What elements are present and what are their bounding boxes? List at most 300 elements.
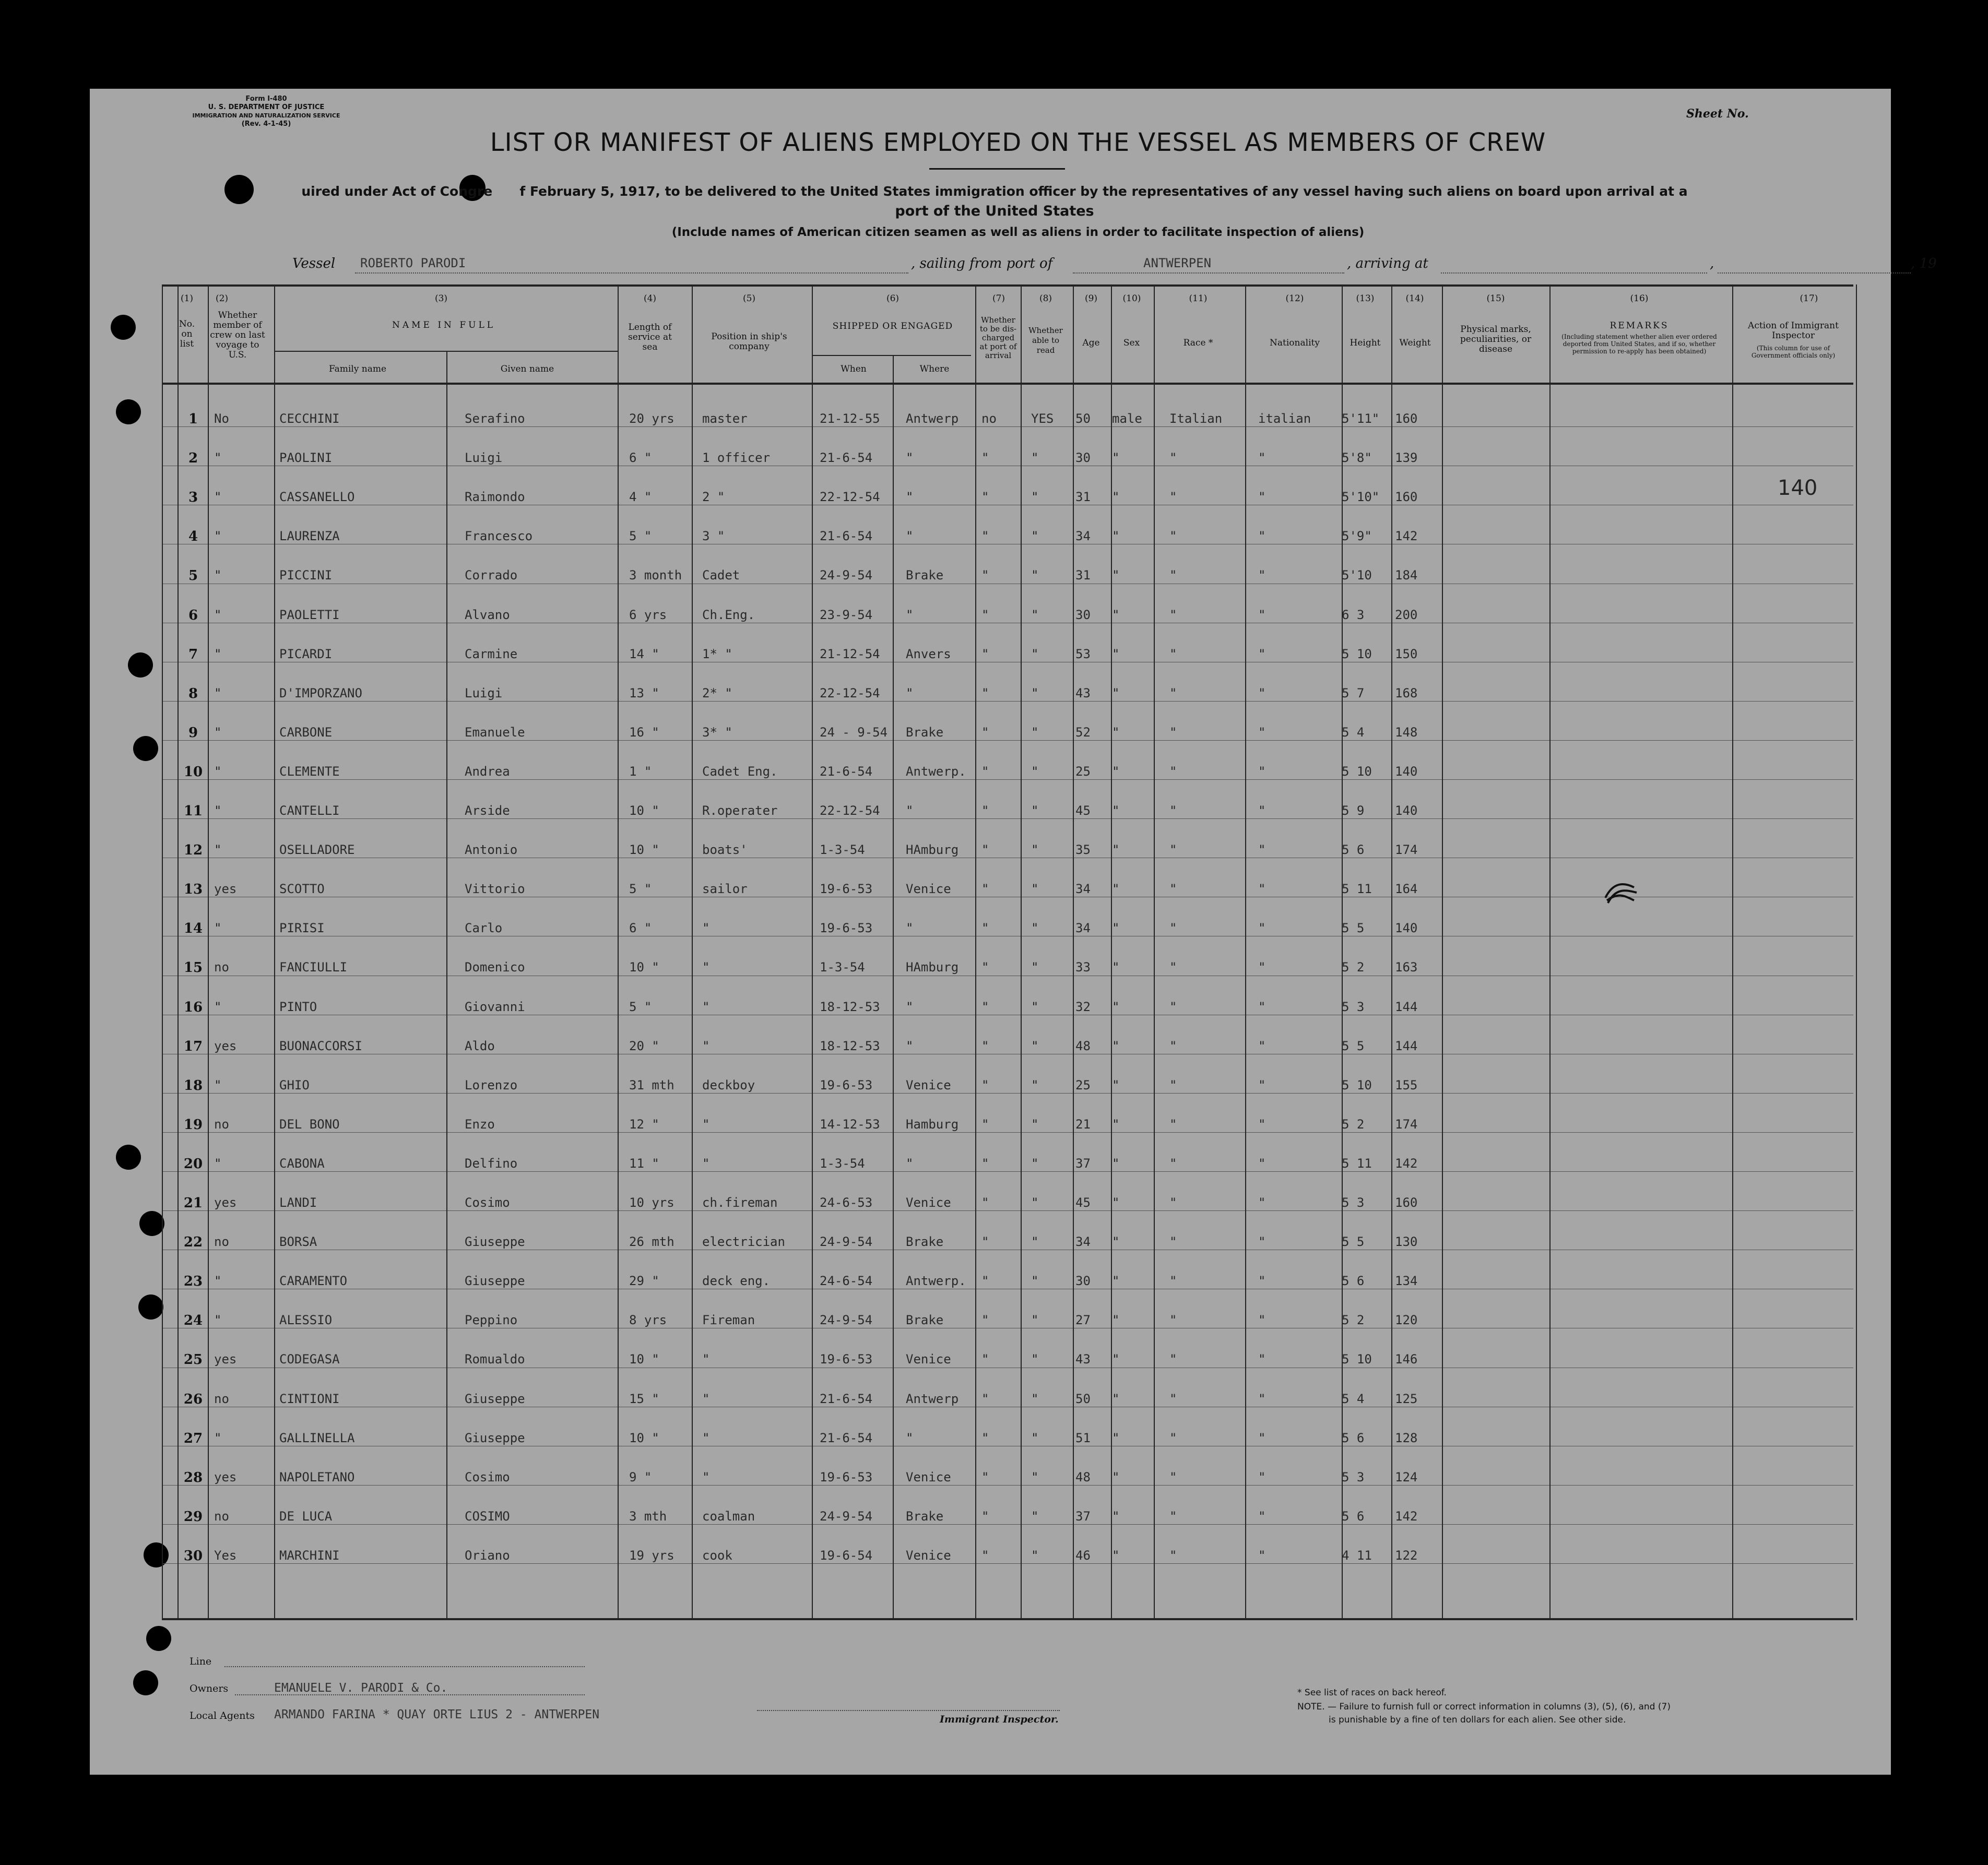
cell-nat: " <box>1258 1077 1266 1092</box>
cell-race: " <box>1169 490 1177 505</box>
cell-read: " <box>1031 450 1039 466</box>
cell-position: master <box>702 411 748 426</box>
cell-age: 45 <box>1075 803 1091 818</box>
cell-weight: 160 <box>1395 411 1418 426</box>
cell-race: " <box>1169 1469 1177 1484</box>
cell-read: " <box>1031 1430 1039 1445</box>
cell-when: 21-6-54 <box>820 764 873 779</box>
cell-no: 24 <box>183 1313 203 1329</box>
cell-sex: " <box>1112 803 1120 818</box>
cell-position: " <box>702 1156 710 1171</box>
row-rule <box>162 1563 1853 1564</box>
cell-where: Antwerp. <box>906 1274 966 1289</box>
cell-race: " <box>1169 646 1177 661</box>
cell-read: " <box>1031 1548 1039 1563</box>
cell-disch: " <box>981 529 989 544</box>
departure-port: ANTWERPEN <box>1143 256 1212 270</box>
cell-disch: " <box>981 1195 989 1210</box>
header-able-to-read: Whether able to read <box>1028 326 1063 355</box>
row-rule <box>162 1210 1853 1211</box>
cell-no: 10 <box>183 764 203 780</box>
header-remarks: REMARKS <box>1610 320 1669 331</box>
cell-prev: no <box>214 960 229 975</box>
cell-service: 8 yrs <box>629 1313 667 1328</box>
header-position: Position in ship's company <box>711 331 787 352</box>
cell-position: " <box>702 1430 710 1445</box>
cell-nat: " <box>1258 1116 1266 1132</box>
cell-weight: 184 <box>1395 568 1418 583</box>
cell-disch: " <box>981 764 989 779</box>
cell-weight: 140 <box>1395 764 1418 779</box>
column-rule <box>812 284 813 1620</box>
cell-position: Fireman <box>702 1313 755 1328</box>
column-rule <box>618 284 619 1620</box>
cell-age: 35 <box>1075 842 1091 858</box>
cell-where: Brake <box>906 1234 944 1250</box>
cell-weight: 150 <box>1395 646 1418 661</box>
cell-when: 24-9-54 <box>820 1508 873 1524</box>
cell-disch: " <box>981 1116 989 1132</box>
table-bottom-border <box>162 1618 1853 1620</box>
cell-given: Antonio <box>465 842 518 858</box>
col-num-10: (10) <box>1122 293 1141 304</box>
cell-service: 10 " <box>629 960 659 975</box>
cell-sex: male <box>1112 411 1142 426</box>
cell-service: 13 " <box>629 685 659 700</box>
cell-read: " <box>1031 568 1039 583</box>
cell-age: 51 <box>1075 1430 1091 1445</box>
cell-when: 21-12-54 <box>820 646 880 661</box>
cell-read: " <box>1031 1038 1039 1053</box>
cell-age: 31 <box>1075 490 1091 505</box>
cell-prev: " <box>214 921 222 936</box>
cell-given: Serafino <box>465 411 525 426</box>
cell-disch: " <box>981 999 989 1014</box>
cell-where: Brake <box>906 1313 944 1328</box>
column-rule <box>692 284 693 1620</box>
cell-where: " <box>906 607 914 622</box>
cell-when: 24-9-54 <box>820 1313 873 1328</box>
cell-prev: " <box>214 1274 222 1289</box>
races-note: * See list of races on back hereof. <box>1297 1688 1447 1698</box>
cell-no: 6 <box>188 607 198 623</box>
cell-given: Luigi <box>465 685 503 700</box>
cell-disch: " <box>981 1274 989 1289</box>
cell-sex: " <box>1112 960 1120 975</box>
form-number: Form I-480 <box>245 95 287 103</box>
cell-when: 22-12-54 <box>820 490 880 505</box>
vessel-line <box>292 256 1937 277</box>
cell-where: Antwerp <box>906 1391 959 1406</box>
cell-height: 5 3 <box>1342 1469 1365 1484</box>
cell-when: 21-6-54 <box>820 450 873 466</box>
cell-given: Alvano <box>465 607 510 622</box>
row-rule <box>162 701 1853 702</box>
cell-position: " <box>702 1391 710 1406</box>
cell-sex: " <box>1112 1313 1120 1328</box>
cell-disch: " <box>981 1469 989 1484</box>
cell-family: PIRISI <box>279 921 325 936</box>
cell-family: ALESSIO <box>279 1313 333 1328</box>
page-title: LIST OR MANIFEST OF ALIENS EMPLOYED ON THE VESSEL AS MEMBERS OF CREW <box>490 128 1546 157</box>
cell-family: CLEMENTE <box>279 764 340 779</box>
cell-height: 5'10" <box>1342 490 1380 505</box>
cell-sex: " <box>1112 607 1120 622</box>
owners-label: Owners <box>190 1683 229 1694</box>
year-label: , 19 <box>1911 256 1937 271</box>
cell-height: 5 4 <box>1342 1391 1365 1406</box>
header-discharged: Whether to be dis-charged at port of arrival <box>979 315 1017 360</box>
cell-race: " <box>1169 1391 1177 1406</box>
cell-family: PAOLETTI <box>279 607 340 622</box>
col-num-3: (3) <box>434 293 448 304</box>
cell-prev: no <box>214 1391 229 1406</box>
column-rule <box>274 284 275 1620</box>
cell-where: " <box>906 529 914 544</box>
cell-where: Brake <box>906 724 944 740</box>
cell-where: Venice <box>906 1548 951 1563</box>
cell-race: " <box>1169 724 1177 740</box>
cell-family: CABONA <box>279 1156 325 1171</box>
cell-given: Delfino <box>465 1156 518 1171</box>
cell-service: 10 " <box>629 842 659 858</box>
row-rule <box>162 779 1853 780</box>
cell-service: 3 mth <box>629 1508 667 1524</box>
cell-read: " <box>1031 1391 1039 1406</box>
cell-sex: " <box>1112 999 1120 1014</box>
cell-when: 19-6-53 <box>820 1077 873 1092</box>
header-where: Where <box>919 364 950 374</box>
column-rule <box>1073 284 1074 1620</box>
col-num-15: (15) <box>1486 293 1505 304</box>
cell-position: " <box>702 999 710 1014</box>
col-num-9: (9) <box>1084 293 1098 304</box>
cell-age: 50 <box>1075 411 1091 426</box>
punch-hole <box>111 315 136 340</box>
cell-disch: " <box>981 1508 989 1524</box>
cell-no: 12 <box>183 842 203 859</box>
cell-no: 7 <box>188 646 198 662</box>
cell-disch: " <box>981 646 989 661</box>
cell-no: 3 <box>188 490 198 506</box>
header-bottom-border <box>162 383 1853 385</box>
cell-prev: " <box>214 842 222 858</box>
cell-read: " <box>1031 882 1039 897</box>
col-num-6: (6) <box>886 293 900 304</box>
cell-height: 5 10 <box>1342 646 1372 661</box>
cell-nat: " <box>1258 1274 1266 1289</box>
cell-sex: " <box>1112 1195 1120 1210</box>
cell-height: 5 6 <box>1342 1430 1365 1445</box>
cell-given: Vittorio <box>465 882 525 897</box>
owners-dots <box>235 1694 585 1695</box>
cell-race: " <box>1169 529 1177 544</box>
cell-service: 5 " <box>629 999 652 1014</box>
cell-weight: 163 <box>1395 960 1418 975</box>
cell-given: Arside <box>465 803 510 818</box>
cell-where: " <box>906 803 914 818</box>
cell-position: deck eng. <box>702 1274 771 1289</box>
cell-given: Lorenzo <box>465 1077 518 1092</box>
cell-nat: " <box>1258 529 1266 544</box>
vessel-label: Vessel <box>292 256 336 271</box>
cell-family: LANDI <box>279 1195 317 1210</box>
cell-where: Venice <box>906 882 951 897</box>
punch-hole <box>146 1626 171 1651</box>
cell-where: Brake <box>906 1508 944 1524</box>
cell-age: 34 <box>1075 529 1091 544</box>
header-inspector-note: (This column for use of Government officials only) <box>1751 345 1836 359</box>
cell-disch: no <box>981 411 997 426</box>
cell-when: 24-6-54 <box>820 1274 873 1289</box>
cell-service: 3 month <box>629 568 682 583</box>
cell-height: 5 6 <box>1342 842 1365 858</box>
ink-scribble <box>1603 877 1639 908</box>
cell-where: Antwerp <box>906 411 959 426</box>
cell-service: 14 " <box>629 646 659 661</box>
row-rule <box>162 740 1853 741</box>
cell-position: " <box>702 1352 710 1367</box>
cell-height: 5 2 <box>1342 1116 1365 1132</box>
cell-family: BORSA <box>279 1234 317 1250</box>
cell-weight: 164 <box>1395 882 1418 897</box>
cell-family: GHIO <box>279 1077 310 1092</box>
cell-prev: " <box>214 1313 222 1328</box>
cell-when: 21-6-54 <box>820 1391 873 1406</box>
cell-given: Enzo <box>465 1116 495 1132</box>
cell-height: 6 3 <box>1342 607 1365 622</box>
cell-family: PINTO <box>279 999 317 1014</box>
header-name-in-full: NAME IN FULL <box>392 320 496 330</box>
cell-race: " <box>1169 764 1177 779</box>
cell-age: 34 <box>1075 1234 1091 1250</box>
cell-family: NAPOLETANO <box>279 1469 355 1484</box>
cell-sex: " <box>1112 1352 1120 1367</box>
cell-position: ch.fireman <box>702 1195 778 1210</box>
cell-when: 24-9-54 <box>820 1234 873 1250</box>
cell-when: 18-12-53 <box>820 1038 880 1053</box>
cell-nat: " <box>1258 1156 1266 1171</box>
cell-no: 16 <box>183 999 203 1015</box>
cell-no: 15 <box>183 960 203 976</box>
cell-disch: " <box>981 450 989 466</box>
owners-value: EMANUELE V. PARODI & Co. <box>274 1681 448 1695</box>
cell-service: 11 " <box>629 1156 659 1171</box>
cell-nat: " <box>1258 1313 1266 1328</box>
cell-nat: " <box>1258 1234 1266 1250</box>
header-length-of-service: Length of service at sea <box>628 322 672 352</box>
header-inspector-action: Action of Immigrant Inspector <box>1748 320 1839 341</box>
punch-hole <box>116 1145 141 1170</box>
cell-read: " <box>1031 1195 1039 1210</box>
column-rule <box>178 284 179 1620</box>
cell-age: 50 <box>1075 1391 1091 1406</box>
cell-weight: 160 <box>1395 490 1418 505</box>
cell-nat: " <box>1258 999 1266 1014</box>
cell-service: 1 " <box>629 764 652 779</box>
cell-family: GALLINELLA <box>279 1430 355 1445</box>
cell-no: 21 <box>183 1195 203 1211</box>
cell-prev: " <box>214 490 222 505</box>
arriving-label: , arriving at <box>1347 256 1428 271</box>
cell-prev: no <box>214 1116 229 1132</box>
cell-family: PICARDI <box>279 646 333 661</box>
cell-service: 31 mth <box>629 1077 674 1092</box>
cell-height: 5 2 <box>1342 1313 1365 1328</box>
header-remarks-note: (Including statement whether alien ever ordered deported from United States, and if so, whether permission to re-apply has been obtained) <box>1561 333 1717 355</box>
cell-race: " <box>1169 1077 1177 1092</box>
cell-sex: " <box>1112 1116 1120 1132</box>
department: U. S. DEPARTMENT OF JUSTICE <box>208 103 325 111</box>
cell-read: " <box>1031 999 1039 1014</box>
cell-age: 34 <box>1075 921 1091 936</box>
cell-disch: " <box>981 490 989 505</box>
punch-hole <box>139 1211 164 1236</box>
cell-where: " <box>906 1156 914 1171</box>
cell-no: 8 <box>188 685 198 702</box>
cell-where: Brake <box>906 568 944 583</box>
cell-prev: yes <box>214 882 237 897</box>
cell-prev: Yes <box>214 1548 237 1563</box>
cell-service: 6 yrs <box>629 607 667 622</box>
cell-position: " <box>702 1038 710 1053</box>
cell-where: Anvers <box>906 646 951 661</box>
cell-given: Francesco <box>465 529 533 544</box>
cell-when: 1-3-54 <box>820 1156 865 1171</box>
cell-sex: " <box>1112 764 1120 779</box>
cell-family: D'IMPORZANO <box>279 685 362 700</box>
cell-disch: " <box>981 1352 989 1367</box>
cell-sex: " <box>1112 1234 1120 1250</box>
cell-service: 6 " <box>629 450 652 466</box>
cell-where: " <box>906 450 914 466</box>
cell-no: 28 <box>183 1469 203 1486</box>
cell-no: 2 <box>188 450 198 467</box>
column-rule <box>1021 284 1022 1620</box>
cell-where: Venice <box>906 1195 951 1210</box>
column-rule <box>1391 284 1392 1620</box>
cell-race: " <box>1169 842 1177 858</box>
cell-age: 25 <box>1075 1077 1091 1092</box>
cell-read: " <box>1031 607 1039 622</box>
cell-race: " <box>1169 1116 1177 1132</box>
cell-family: CINTIONI <box>279 1391 340 1406</box>
cell-read: " <box>1031 764 1039 779</box>
cell-race: " <box>1169 568 1177 583</box>
cell-height: 5 6 <box>1342 1508 1365 1524</box>
cell-given: COSIMO <box>465 1508 510 1524</box>
cell-height: 5 5 <box>1342 1234 1365 1250</box>
cell-height: 5'9" <box>1342 529 1372 544</box>
cell-family: CECCHINI <box>279 411 340 426</box>
cell-position: Cadet <box>702 568 740 583</box>
cell-read: " <box>1031 1352 1039 1367</box>
cell-family: FANCIULLI <box>279 960 348 975</box>
cell-sex: " <box>1112 1038 1120 1053</box>
cell-disch: " <box>981 1234 989 1250</box>
cell-given: Raimondo <box>465 490 525 505</box>
table-top-border <box>162 284 1853 287</box>
cell-prev: " <box>214 764 222 779</box>
header-race: Race * <box>1183 338 1213 348</box>
cell-sex: " <box>1112 1391 1120 1406</box>
cell-weight: 142 <box>1395 529 1418 544</box>
cell-given: Romualdo <box>465 1352 525 1367</box>
col-num-14: (14) <box>1405 293 1424 304</box>
cell-where: HAmburg <box>906 842 959 858</box>
row-rule <box>162 1171 1853 1172</box>
cell-read: " <box>1031 842 1039 858</box>
cell-service: 15 " <box>629 1391 659 1406</box>
column-rule <box>1856 284 1857 1620</box>
inspector-signature-line <box>757 1710 1060 1711</box>
cell-sex: " <box>1112 450 1120 466</box>
cell-where: " <box>906 999 914 1014</box>
cell-no: 27 <box>183 1430 203 1446</box>
penalty-note-line-1: NOTE. — Failure to furnish full or correct information in columns (3), (5), (6), and (7) <box>1297 1702 1671 1712</box>
row-rule <box>162 1524 1853 1525</box>
cell-where: " <box>906 685 914 700</box>
cell-read: " <box>1031 1274 1039 1289</box>
cell-read: " <box>1031 529 1039 544</box>
cell-when: 19-6-54 <box>820 1548 873 1563</box>
cell-prev: " <box>214 450 222 466</box>
sheet-number-label: Sheet No. <box>1686 107 1749 121</box>
cell-age: 34 <box>1075 882 1091 897</box>
header-weight: Weight <box>1399 338 1431 348</box>
cell-family: SCOTTO <box>279 882 325 897</box>
cell-position: boats' <box>702 842 748 858</box>
cell-sex: " <box>1112 921 1120 936</box>
cell-disch: " <box>981 1391 989 1406</box>
cell-nat: " <box>1258 490 1266 505</box>
subtitle <box>230 182 1759 221</box>
cell-family: CANTELLI <box>279 803 340 818</box>
cell-no: 20 <box>183 1156 203 1172</box>
subtitle-line-2: port of the United States <box>895 203 1094 219</box>
subtitle-note: (Include names of American citizen seamen as well as aliens in order to facilitate inspection of aliens) <box>671 225 1365 239</box>
cell-family: CARBONE <box>279 724 333 740</box>
cell-age: 30 <box>1075 1274 1091 1289</box>
cell-no: 5 <box>188 568 198 584</box>
cell-position: 1 officer <box>702 450 771 466</box>
header-physical-marks: Physical marks, peculiarities, or disease <box>1460 324 1532 354</box>
cell-given: Peppino <box>465 1313 518 1328</box>
cell-nat: italian <box>1258 411 1311 426</box>
cell-weight: 128 <box>1395 1430 1418 1445</box>
cell-race: " <box>1169 450 1177 466</box>
col-num-13: (13) <box>1356 293 1375 304</box>
cell-nat: " <box>1258 960 1266 975</box>
col-num-7: (7) <box>992 293 1005 304</box>
cell-race: " <box>1169 1274 1177 1289</box>
cell-nat: " <box>1258 450 1266 466</box>
cell-disch: " <box>981 1156 989 1171</box>
revision: (Rev. 4-1-45) <box>241 120 291 128</box>
cell-service: 19 yrs <box>629 1548 674 1563</box>
header-shipped-or-engaged: SHIPPED OR ENGAGED <box>832 321 953 331</box>
cell-where: Hamburg <box>906 1116 959 1132</box>
cell-age: 45 <box>1075 1195 1091 1210</box>
cell-position: 1* " <box>702 646 732 661</box>
cell-read: " <box>1031 1156 1039 1171</box>
cell-given: Cosimo <box>465 1469 510 1484</box>
cell-weight: 122 <box>1395 1548 1418 1563</box>
cell-age: 27 <box>1075 1313 1091 1328</box>
cell-age: 48 <box>1075 1038 1091 1053</box>
cell-given: Cosimo <box>465 1195 510 1210</box>
cell-sex: " <box>1112 1508 1120 1524</box>
